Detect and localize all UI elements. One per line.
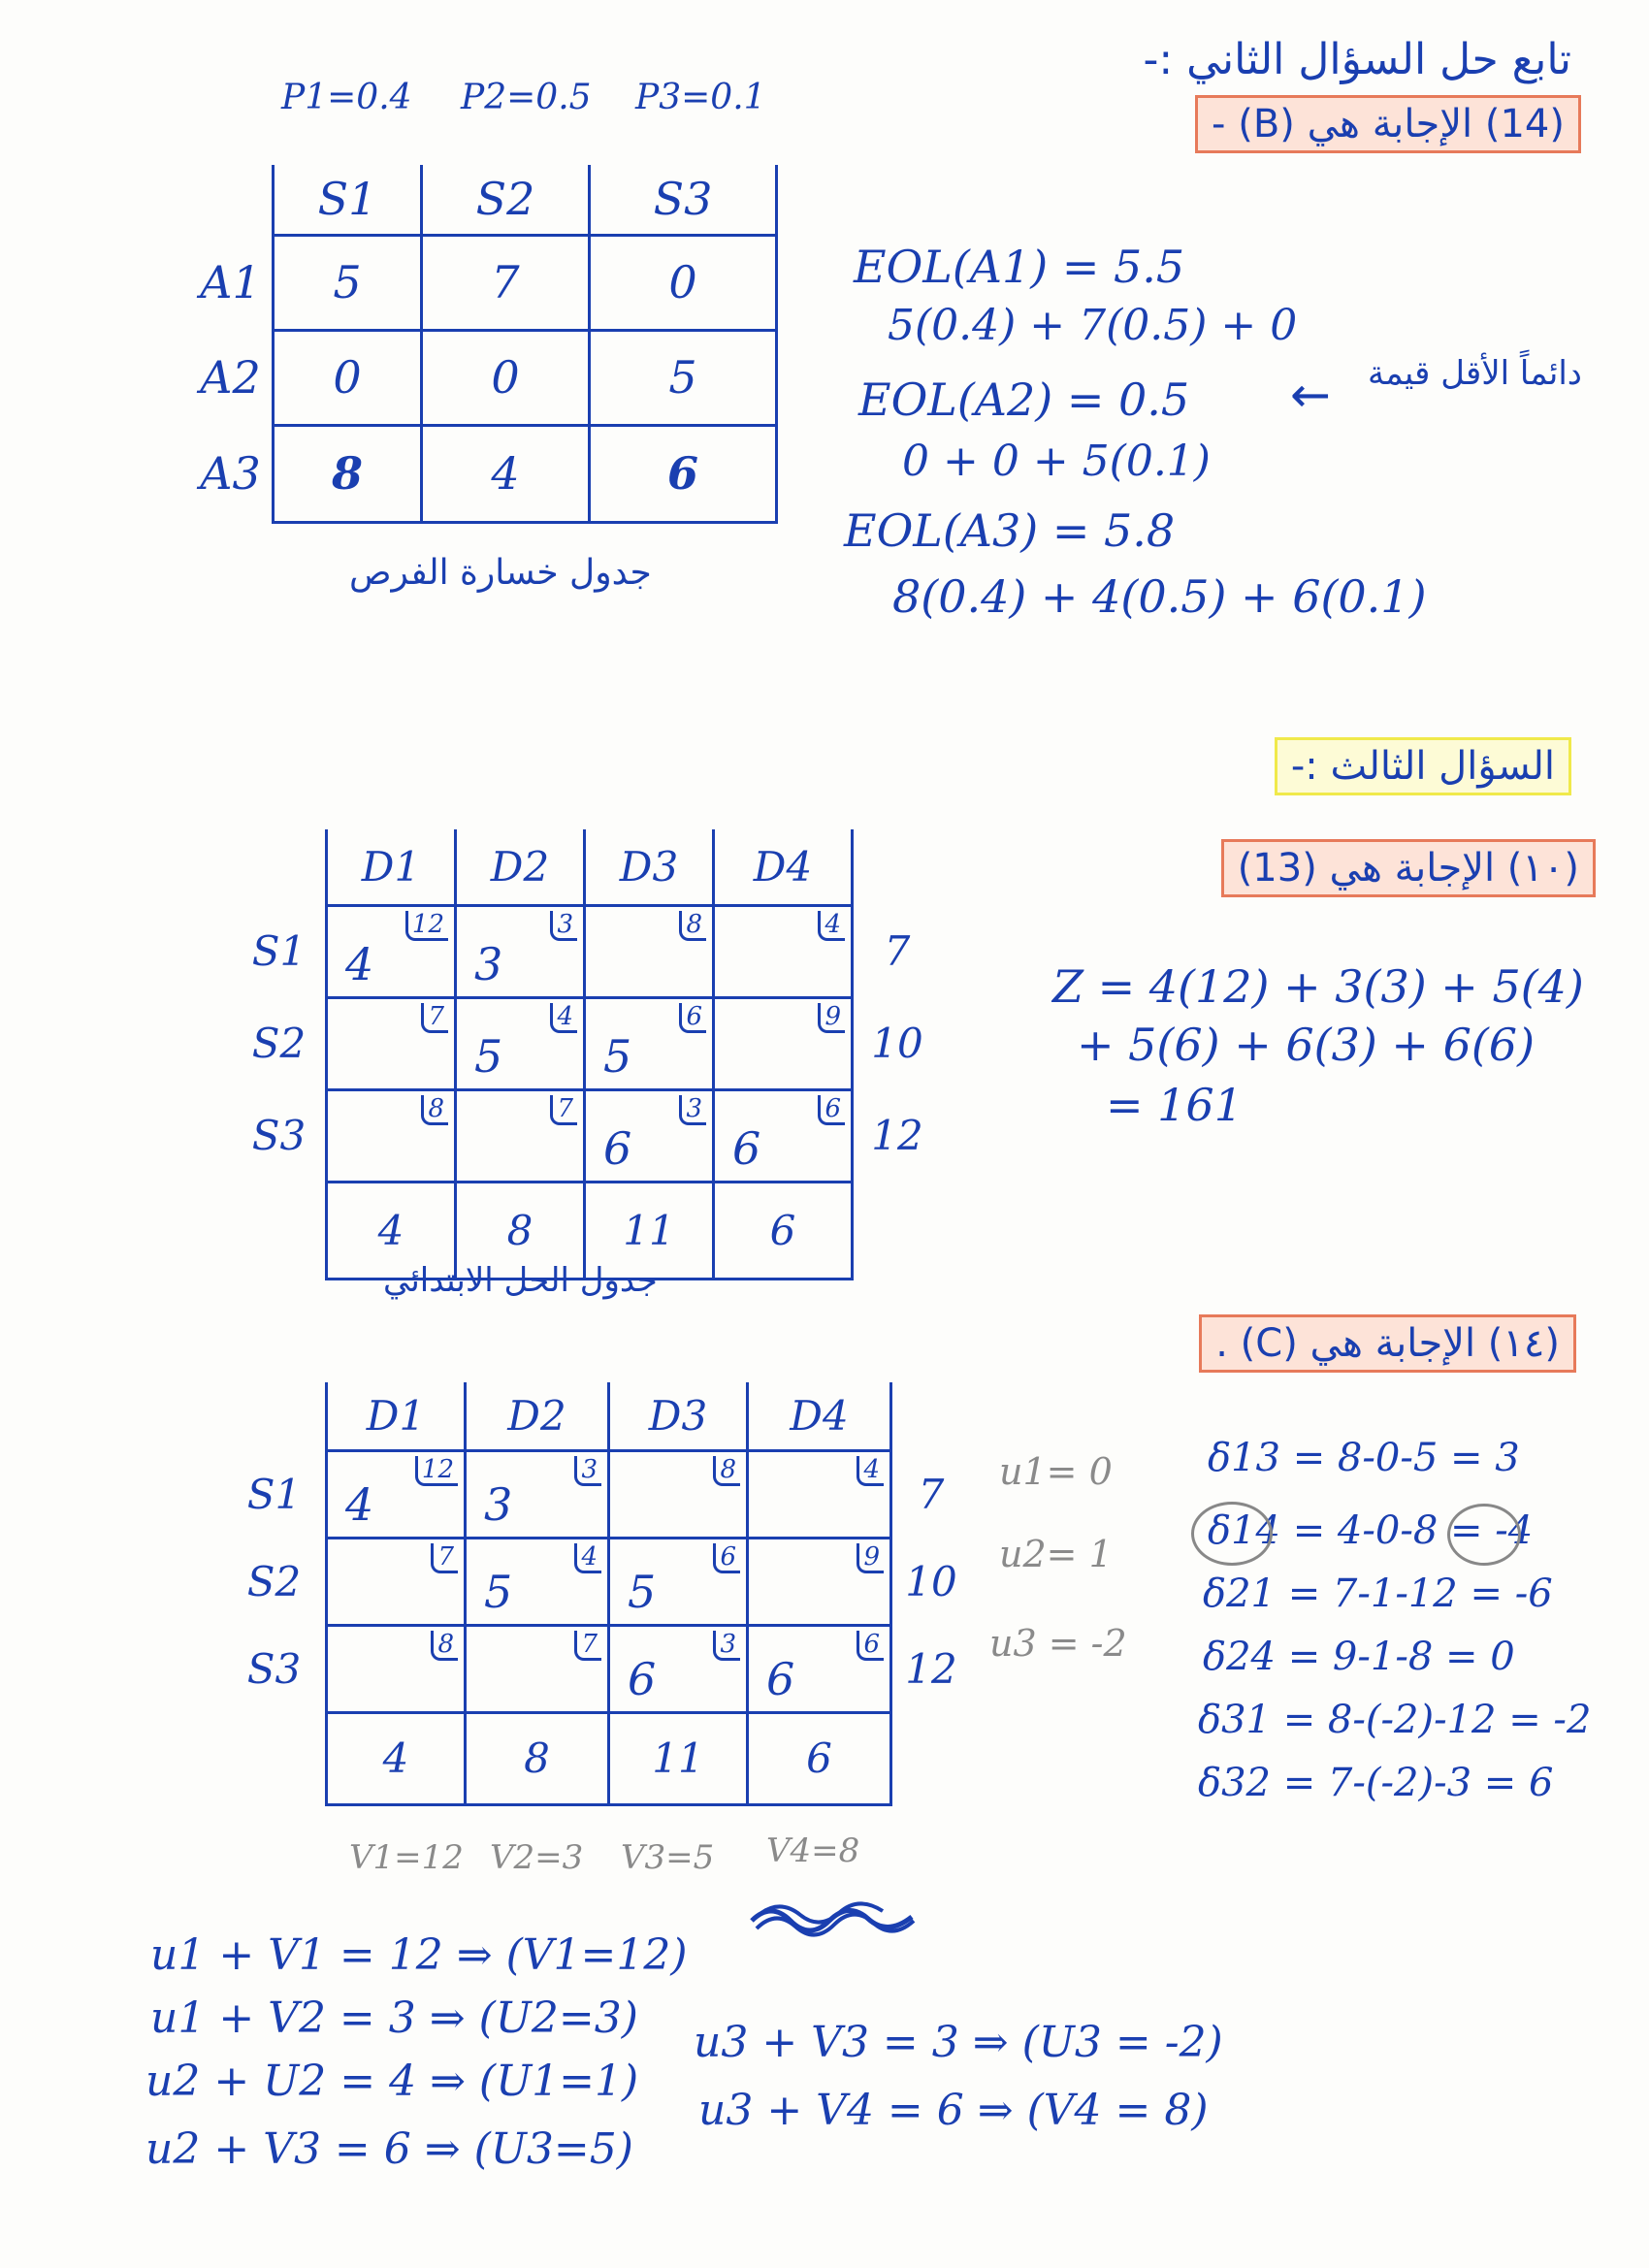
allocation: 5 — [474, 1029, 503, 1083]
answer-box-13: (١٠) الإجابة هي (13) — [1221, 839, 1596, 897]
v2-value: V2=3 — [490, 1838, 584, 1877]
transport-cell — [466, 1450, 609, 1538]
u3-value: u3 = -2 — [989, 1622, 1127, 1665]
opportunity-loss-table — [189, 165, 778, 524]
demand-value: 6 — [714, 1182, 853, 1279]
cost-label: 6 — [818, 1095, 845, 1125]
z-line-1: Z = 4(12) + 3(3) + 5(4) — [1052, 960, 1584, 1013]
transport-cell — [327, 997, 456, 1089]
allocation: 5 — [628, 1565, 657, 1618]
demand-value: 4 — [327, 1712, 466, 1804]
table-cell: 6 — [590, 425, 777, 522]
section3-heading: السؤال الثالث :- — [1275, 737, 1571, 795]
transport-cell — [456, 997, 585, 1089]
table-cell: 4 — [422, 425, 590, 522]
allocation: 5 — [484, 1565, 513, 1618]
allocation: 4 — [345, 1477, 374, 1531]
transport-cell — [456, 1089, 585, 1182]
cost-label: 4 — [857, 1456, 884, 1486]
col-header-d4: D4 — [748, 1382, 891, 1450]
transport-cell — [327, 905, 456, 997]
cost-label: 3 — [713, 1631, 740, 1661]
cost-label: 7 — [431, 1543, 458, 1573]
table-cell: 5 — [274, 235, 422, 330]
circle-mark — [1447, 1504, 1521, 1566]
cost-label: 8 — [431, 1631, 458, 1661]
prob-p1: P1=0.4 — [281, 78, 412, 117]
row-label-a2: A2 — [200, 351, 261, 404]
transport-cell — [585, 997, 714, 1089]
transport-cell — [327, 1625, 466, 1712]
supply-value: 12 — [905, 1644, 957, 1693]
z-line-3: = 161 — [1106, 1079, 1243, 1131]
cost-label: 12 — [405, 911, 448, 941]
answer-box-14c: (١٤) الإجابة هي (C) . — [1199, 1314, 1576, 1373]
min-note: دائماً الأقل قيمة — [1368, 354, 1582, 393]
cost-label: 8 — [713, 1456, 740, 1486]
transport-cell — [748, 1538, 891, 1625]
transport-cell — [327, 1450, 466, 1538]
col-header-d2: D2 — [456, 829, 585, 905]
row-label-s2: S2 — [251, 1020, 307, 1067]
supply-value: 7 — [918, 1470, 945, 1518]
answer-box-14: (14) الإجابة هي (B) - — [1195, 95, 1581, 153]
transport-cell — [714, 905, 853, 997]
transport-cell — [585, 905, 714, 997]
supply-value: 10 — [871, 1020, 923, 1067]
eol-a1-title: EOL(A1) = 5.5 — [854, 241, 1185, 293]
cost-label: 4 — [574, 1543, 601, 1573]
allocation: 6 — [603, 1121, 632, 1175]
cost-label: 7 — [421, 1003, 448, 1033]
transport-cell — [714, 997, 853, 1089]
col-header-s2: S2 — [422, 165, 590, 235]
row-label-s1: S1 — [251, 927, 307, 975]
transport-cell — [748, 1625, 891, 1712]
supply-value: 10 — [905, 1557, 957, 1605]
eol-a3-title: EOL(A3) = 5.8 — [844, 504, 1176, 557]
initial-solution-caption: جدول الحل الابتدائي — [383, 1261, 658, 1300]
demand-value: 8 — [456, 1182, 585, 1279]
initial-solution-table — [233, 829, 941, 1280]
row-label-a3: A3 — [200, 447, 261, 500]
equation-line: u3 + V3 = 3 ⇒ (U3 = -2) — [694, 2018, 1223, 2067]
prob-p2: P2=0.5 — [461, 78, 592, 117]
opportunity-loss-caption: جدول خسارة الفرص — [349, 553, 652, 593]
row-label-s3: S3 — [246, 1644, 302, 1693]
cost-label: 6 — [679, 1003, 706, 1033]
prob-p3: P3=0.1 — [635, 78, 766, 117]
eol-a2-calc: 0 + 0 + 5(0.1) — [902, 437, 1211, 486]
col-header-d1: D1 — [327, 1382, 466, 1450]
delta-32: δ32 = 7-(-2)-3 = 6 — [1198, 1761, 1554, 1805]
delta-13: δ13 = 8-0-5 = 3 — [1208, 1436, 1520, 1480]
arrow-icon: ← — [1290, 367, 1331, 423]
delta-21: δ21 = 7-1-12 = -6 — [1203, 1571, 1553, 1616]
cost-label: 8 — [679, 911, 706, 941]
cost-label: 8 — [421, 1095, 448, 1125]
table-cell: 0 — [422, 330, 590, 425]
cost-label: 3 — [574, 1456, 601, 1486]
col-header-s3: S3 — [590, 165, 777, 235]
col-header-s1: S1 — [274, 165, 422, 235]
table-cell: 5 — [590, 330, 777, 425]
circle-mark — [1191, 1502, 1273, 1566]
cost-label: 12 — [415, 1456, 458, 1486]
transport-cell — [585, 1089, 714, 1182]
row-label-s3: S3 — [251, 1112, 307, 1159]
transport-cell — [748, 1450, 891, 1538]
demand-value: 11 — [609, 1712, 748, 1804]
eol-a1-calc: 5(0.4) + 7(0.5) + 0 — [888, 301, 1298, 350]
allocation: 3 — [474, 937, 503, 990]
table-cell: 7 — [422, 235, 590, 330]
row-label-s1: S1 — [246, 1470, 302, 1518]
cost-label: 3 — [550, 911, 577, 941]
section2-heading: تابع حل السؤال الثاني :- — [1143, 35, 1571, 84]
modi-table — [223, 1382, 970, 1806]
delta-14: δ14 = 4-0-8 = -4 — [1208, 1508, 1534, 1553]
table-cell: 0 — [274, 330, 422, 425]
equation-line: u2 + V3 = 6 ⇒ (U3=5) — [146, 2124, 633, 2174]
demand-value: 6 — [748, 1712, 891, 1804]
supply-value: 7 — [884, 927, 911, 975]
equation-line: u1 + V2 = 3 ⇒ (U2=3) — [150, 1993, 638, 2043]
allocation: 6 — [732, 1121, 761, 1175]
row-label-a1: A1 — [200, 256, 261, 308]
transport-cell — [327, 1538, 466, 1625]
delta-31: δ31 = 8-(-2)-12 = -2 — [1198, 1698, 1592, 1742]
delta-24: δ24 = 9-1-8 = 0 — [1203, 1635, 1515, 1679]
eol-a2-title: EOL(A2) = 0.5 — [858, 373, 1190, 426]
demand-value: 8 — [466, 1712, 609, 1804]
cost-label: 3 — [679, 1095, 706, 1125]
col-header-d3: D3 — [609, 1382, 748, 1450]
v3-value: V3=5 — [621, 1838, 715, 1877]
cost-label: 9 — [857, 1543, 884, 1573]
eol-a3-calc: 8(0.4) + 4(0.5) + 6(0.1) — [892, 570, 1427, 623]
col-header-d3: D3 — [585, 829, 714, 905]
v1-value: V1=12 — [349, 1838, 464, 1877]
demand-value: 4 — [327, 1182, 456, 1279]
equation-line: u3 + V4 = 6 ⇒ (V4 = 8) — [698, 2086, 1209, 2135]
transport-cell — [456, 905, 585, 997]
equation-line: u1 + V1 = 12 ⇒ (V1=12) — [150, 1930, 688, 1980]
transport-cell — [466, 1625, 609, 1712]
transport-cell — [714, 1089, 853, 1182]
table-cell: 8 — [274, 425, 422, 522]
table-cell: 0 — [590, 235, 777, 330]
u2-value: u2= 1 — [999, 1533, 1113, 1575]
allocation: 6 — [766, 1652, 795, 1705]
cost-label: 4 — [818, 911, 845, 941]
col-header-d1: D1 — [327, 829, 456, 905]
v4-value: V4=8 — [766, 1831, 860, 1870]
cost-label: 4 — [550, 1003, 577, 1033]
equation-line: u2 + U2 = 4 ⇒ (U1=1) — [146, 2057, 639, 2106]
transport-cell — [609, 1538, 748, 1625]
supply-value: 12 — [871, 1112, 923, 1159]
cost-label: 7 — [574, 1631, 601, 1661]
cost-label: 7 — [550, 1095, 577, 1125]
transport-cell — [609, 1625, 748, 1712]
u1-value: u1= 0 — [999, 1450, 1113, 1493]
row-label-s2: S2 — [246, 1557, 302, 1605]
scribble-mark — [747, 1892, 922, 1940]
allocation: 3 — [484, 1477, 513, 1531]
allocation: 6 — [628, 1652, 657, 1705]
col-header-d4: D4 — [714, 829, 853, 905]
cost-label: 9 — [818, 1003, 845, 1033]
transport-cell — [609, 1450, 748, 1538]
allocation: 5 — [603, 1029, 632, 1083]
cost-label: 6 — [713, 1543, 740, 1573]
z-line-2: + 5(6) + 6(3) + 6(6) — [1077, 1019, 1536, 1071]
transport-cell — [327, 1089, 456, 1182]
transport-cell — [466, 1538, 609, 1625]
col-header-d2: D2 — [466, 1382, 609, 1450]
allocation: 4 — [345, 937, 374, 990]
cost-label: 6 — [857, 1631, 884, 1661]
demand-value: 11 — [585, 1182, 714, 1279]
